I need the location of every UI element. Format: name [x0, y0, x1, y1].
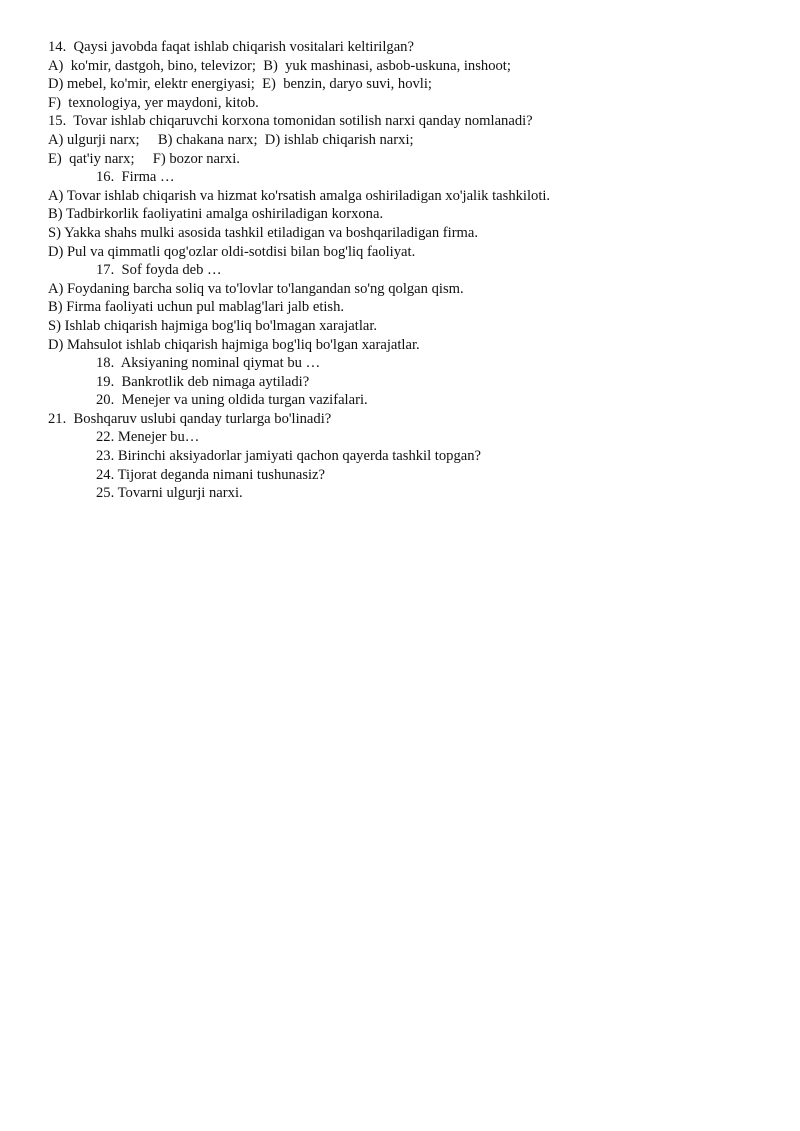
question-24: 24. Tijorat deganda nimani tushunasiz?: [96, 466, 326, 483]
question-17-option-a: A) Foydaning barcha soliq va to'lovlar to'langandan so'ng qolgan qism.: [48, 280, 464, 297]
question-16-option-d: D) Pul va qimmatli qog'ozlar oldi-sotdisi bilan bog'liq faoliyat.: [48, 243, 416, 260]
question-20: 20. Menejer va uning oldida turgan vazifalari.: [96, 392, 368, 409]
question-23: 23. Birinchi aksiyadorlar jamiyati qachon qayerda tashkil topgan?: [96, 448, 481, 465]
question-19: 19. Bankrotlik deb nimaga aytiladi?: [96, 373, 310, 390]
question-15-options-a-b-d: A) ulgurji narx; B) chakana narx; D) ishlab chiqarish narxi;: [48, 131, 414, 148]
question-17-option-d: D) Mahsulot ishlab chiqarish hajmiga bog'liq bo'lgan xarajatlar.: [48, 336, 420, 353]
question-15: 15. Tovar ishlab chiqaruvchi korxona tomonidan sotilish narxi qanday nomlanadi?: [48, 113, 533, 130]
question-17-option-s: S) Ishlab chiqarish hajmiga bog'liq bo'lmagan xarajatlar.: [48, 317, 378, 334]
question-21: 21. Boshqaruv uslubi qanday turlarga bo'linadi?: [48, 410, 332, 427]
question-16-option-a: A) Tovar ishlab chiqarish va hizmat ko'rsatish amalga oshiriladigan xo'jalik tashkiloti.: [48, 187, 551, 204]
question-14-option-f: F) texnologiya, yer maydoni, kitob.: [48, 94, 259, 111]
question-14-options-a-b: A) ko'mir, dastgoh, bino, televizor; B) yuk mashinasi, asbob-uskuna, inshoot;: [48, 57, 511, 74]
question-17-option-b: B) Firma faoliyati uchun pul mablag'lari jalb etish.: [48, 299, 345, 316]
question-22: 22. Menejer bu…: [96, 429, 200, 446]
question-14: 14. Qaysi javobda faqat ishlab chiqarish vositalari keltirilgan?: [48, 39, 414, 55]
document-page: [48, 38, 768, 503]
question-18: 18. Aksiyaning nominal qiymat bu …: [96, 355, 321, 372]
question-25: 25. Tovarni ulgurji narxi.: [96, 485, 243, 502]
question-16-option-s: S) Yakka shahs mulki asosida tashkil etiladigan va boshqariladigan firma.: [48, 224, 479, 241]
question-16-option-b: B) Tadbirkorlik faoliyatini amalga oshiriladigan korxona.: [48, 206, 384, 223]
question-15-options-e-f: E) qat'iy narx; F) bozor narxi.: [48, 150, 240, 167]
question-16: 16. Firma …: [96, 169, 175, 186]
question-14-options-d-e: D) mebel, ko'mir, elektr energiyasi; E) benzin, daryo suvi, hovli;: [48, 76, 432, 93]
question-17: 17. Sof foyda deb …: [96, 262, 222, 279]
